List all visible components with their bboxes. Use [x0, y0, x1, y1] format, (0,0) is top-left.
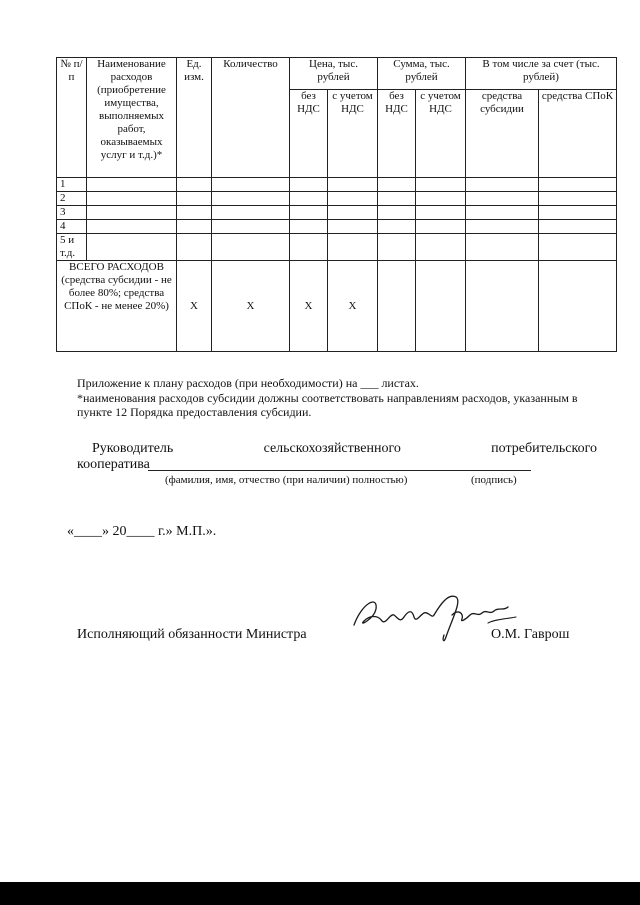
- scan-bottom-edge: [0, 882, 640, 905]
- expenses-table: [56, 57, 617, 352]
- table-total-row: [57, 261, 617, 352]
- caption-fullname: (фамилия, имя, отчество (при наличии) полностью): [165, 474, 408, 486]
- total-label: ВСЕГО РАСХОДОВ (средства субсидии - не более 80%; средства СПоК - не менее 20%): [57, 261, 177, 352]
- name-signature-line: [148, 470, 531, 471]
- header-including: В том числе за счет (тыс. рублей): [466, 58, 617, 90]
- minister-name: О.М. Гаврош: [491, 627, 570, 642]
- total-price-withvat: Х: [328, 261, 378, 352]
- signatory-word-agri: сельскохозяйственного: [263, 441, 401, 456]
- table-row: [57, 234, 617, 261]
- header-price-novat: без НДС: [290, 90, 328, 178]
- acting-minister-label: Исполняющий обязанности Министра: [77, 627, 307, 642]
- header-sum-novat: без НДС: [378, 90, 416, 178]
- table-row: [57, 192, 617, 206]
- header-subsidy: средства субсидии: [466, 90, 539, 178]
- row-number: 3: [57, 206, 87, 220]
- total-price-novat: Х: [290, 261, 328, 352]
- header-num: № п/п: [57, 58, 87, 178]
- row-number: 2: [57, 192, 87, 206]
- footnote: *наименования расходов субсидии должны соответствовать направлениям расходов, указанным в пункте 12 Порядка предоставления субсидии.: [77, 391, 578, 419]
- header-quantity: Количество: [212, 58, 290, 178]
- table-row: [57, 206, 617, 220]
- cooperative-label: кооператива: [77, 457, 150, 472]
- signatory-line: [92, 441, 597, 457]
- table-row: [57, 220, 617, 234]
- date-stamp-line: «____» 20____ г.» М.П.».: [67, 524, 217, 539]
- header-sum-withvat: с учетом НДС: [416, 90, 466, 178]
- header-name: Наименование расходов (приобретение имущества, выполняемых работ, оказываемых услуг и т.д.)*: [87, 58, 177, 178]
- signatory-word-head: Руководитель: [92, 441, 174, 456]
- total-quantity: Х: [212, 261, 290, 352]
- header-sum: Сумма, тыс. рублей: [378, 58, 466, 90]
- header-price-withvat: с учетом НДС: [328, 90, 378, 178]
- signatory-word-consumer: потребительского: [491, 441, 597, 456]
- caption-signature: (подпись): [471, 474, 517, 486]
- row-number: 1: [57, 178, 87, 192]
- appendix-note: Приложение к плану расходов (при необходимости) на ___ листах.: [77, 376, 419, 390]
- header-unit: Ед. изм.: [177, 58, 212, 178]
- table-header-row: [57, 58, 617, 90]
- header-spok: средства СПоК: [539, 90, 617, 178]
- row-number: 5 и т.д.: [57, 234, 87, 261]
- total-unit: Х: [177, 261, 212, 352]
- table-row: [57, 178, 617, 192]
- row-number: 4: [57, 220, 87, 234]
- header-price: Цена, тыс. рублей: [290, 58, 378, 90]
